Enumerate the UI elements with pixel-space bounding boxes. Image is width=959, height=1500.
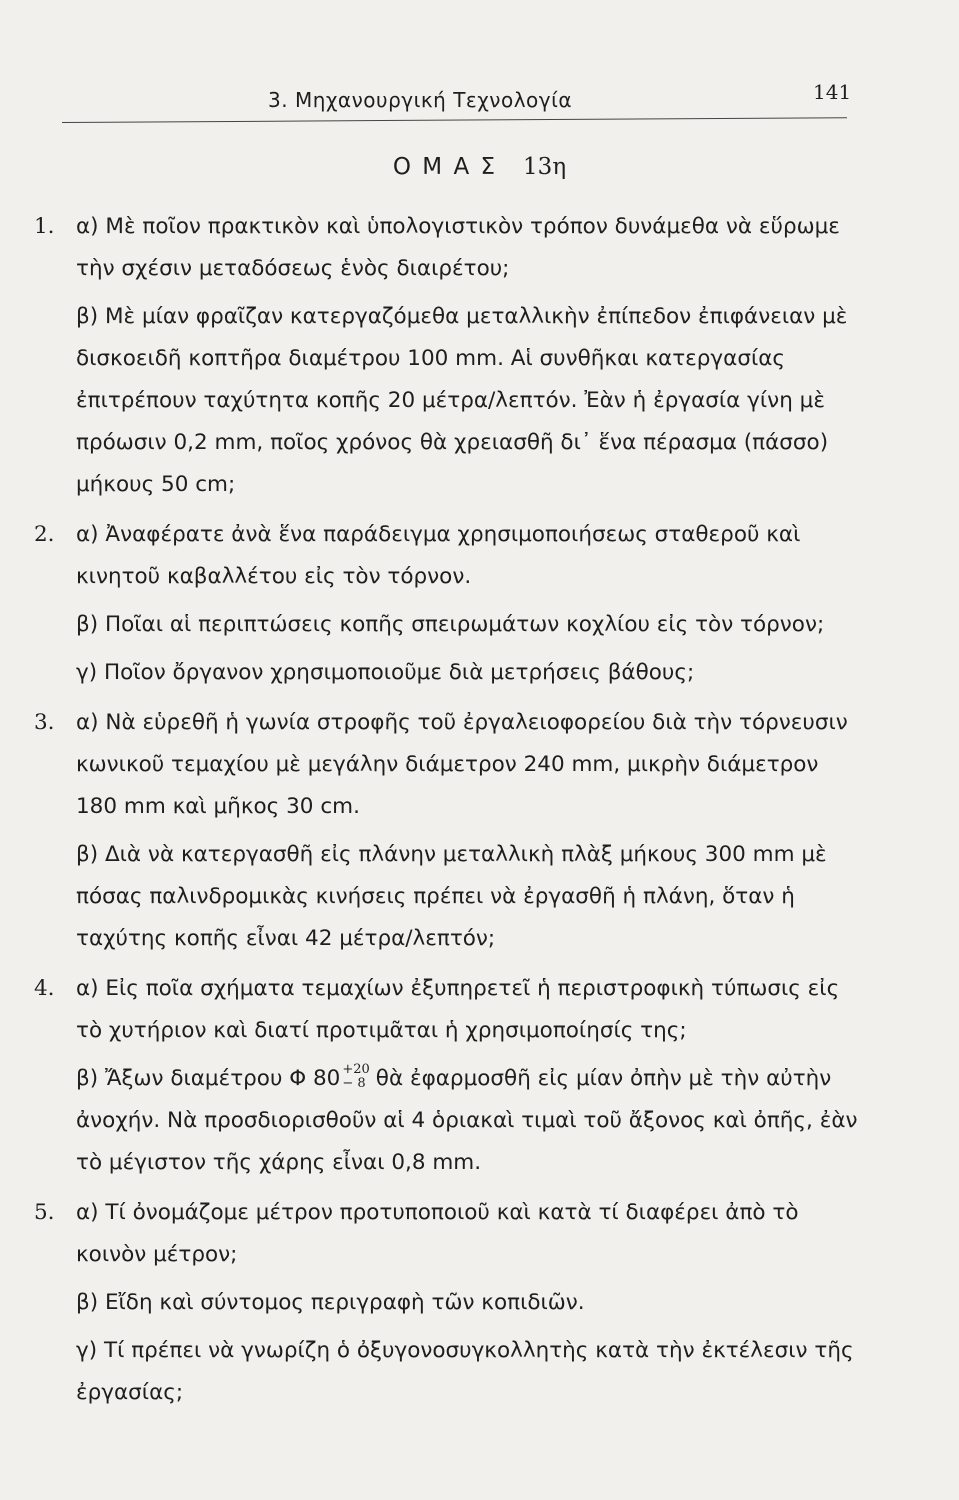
question-1 [34,206,864,506]
tolerance-lower: − 8 [342,1076,366,1091]
question-number: 3. [34,710,55,735]
question-number: 2. [34,522,55,547]
question-part: α) Τί ὀνομάζομε μέτρον προτυποποιοῦ καὶ κατὰ τί διαφέρει ἀπὸ τὸ κοινὸν μέτρον; [76,1200,799,1267]
question-list [34,206,864,1422]
question-part: α) Εἰς ποῖα σχήματα τεμαχίων ἐξυπηρετεῖ ἡ περιστροφικὴ τύπωσις εἰς τὸ χυτήριον καὶ διατί προτιμᾶται ἡ χρησιμοποίησίς της; [76,976,840,1043]
question-4 [34,968,864,1184]
question-3 [34,702,864,960]
question-number: 5. [34,1200,55,1225]
question-part: α) Μὲ ποῖον πρακτικὸν καὶ ὑπολογιστικὸν τρόπον δυνάμεθα νὰ εὕρωμε τὴν σχέσιν μεταδόσεως ἑνὸς διαιρέτου; [76,214,840,281]
question-2 [34,514,864,694]
tolerance-upper: +20 [342,1062,370,1077]
tolerance-text-after: θὰ ἐφαρμοσθῆ εἰς μίαν ὀπὴν μὲ τὴν αὐτὴν ἀνοχήν. Νὰ προσδιορισθοῦν αἱ 4 ὁριακαὶ τιμαὶ τοῦ ἄξονος καὶ ὀπῆς, ἐὰν τὸ μέγιστον τῆς χάρης εἶναι 0,8 mm. [76,1066,858,1175]
question-number: 4. [34,976,55,1001]
page-number: 141 [813,80,852,104]
question-part: β) Εἴδη καὶ σύντομος περιγραφὴ τῶν κοπιδιῶν. [76,1290,585,1315]
question-part-tolerance [76,1058,864,1184]
question-part: α) Ἀναφέρατε ἀνὰ ἕνα παράδειγμα χρησιμοποιήσεως σταθεροῦ καὶ κινητοῦ καβαλλέτου εἰς τὸν τόρνον. [76,522,801,589]
question-part: β) Ποῖαι αἱ περιπτώσεις κοπῆς σπειρωμάτων κοχλίου εἰς τὸν τόρνον; [76,612,825,637]
question-part: β) Διὰ νὰ κατεργασθῆ εἰς πλάνην μεταλλικὴ πλὰξ μήκους 300 mm μὲ πόσας παλινδρομικὰς κινήσεις πρέπει νὰ ἐργασθῆ ἡ πλάνη, ὅταν ἡ ταχύτης κοπῆς εἶναι 42 μέτρα/λεπτόν; [76,842,827,951]
question-part: β) Μὲ μίαν φραῖζαν κατεργαζόμεθα μεταλλικὴν ἐπίπεδον ἐπιφάνειαν μὲ δισκοειδῆ κοπτῆρα διαμέτρου 100 mm. Αἱ συνθῆκαι κατεργασίας ἐπιτρέπουν ταχύτητα κοπῆς 20 μέτρα/λεπτόν. Ἐὰν ἡ ἐργασία γίνη μὲ πρόωσιν 0,2 mm, ποῖος χρόνος θὰ χρειασθῆ δι᾿ ἕνα πέρασμα (πάσσο) μήκους 50 cm; [76,304,848,497]
group-title [0,154,959,180]
question-5 [34,1192,864,1414]
question-part: α) Νὰ εὑρεθῆ ἡ γωνία στροφῆς τοῦ ἐργαλειοφορείου διὰ τὴν τόρνευσιν κωνικοῦ τεμαχίου μὲ μεγάλην διάμετρον 240 mm, μικρὴν διάμετρον 180 mm καὶ μῆκος 30 cm. [76,710,848,819]
group-label: Ο Μ Α Σ [392,154,498,180]
tolerance-text-before: β) Ἄξων διαμέτρου Φ 80 [76,1066,341,1091]
header-rule [62,117,847,123]
running-title: 3. Μηχανουργική Τεχνολογία [268,88,573,112]
group-number: 13η [523,154,567,180]
question-part: γ) Τί πρέπει νὰ γνωρίζη ὁ ὀξυγονοσυγκολλητὴς κατὰ τὴν ἐκτέλεσιν τῆς ἐργασίας; [76,1338,854,1405]
tolerance-stack [342,1063,369,1091]
question-part: γ) Ποῖον ὄργανον χρησιμοποιοῦμε διὰ μετρήσεις βάθους; [76,660,695,685]
question-number: 1. [34,214,55,239]
